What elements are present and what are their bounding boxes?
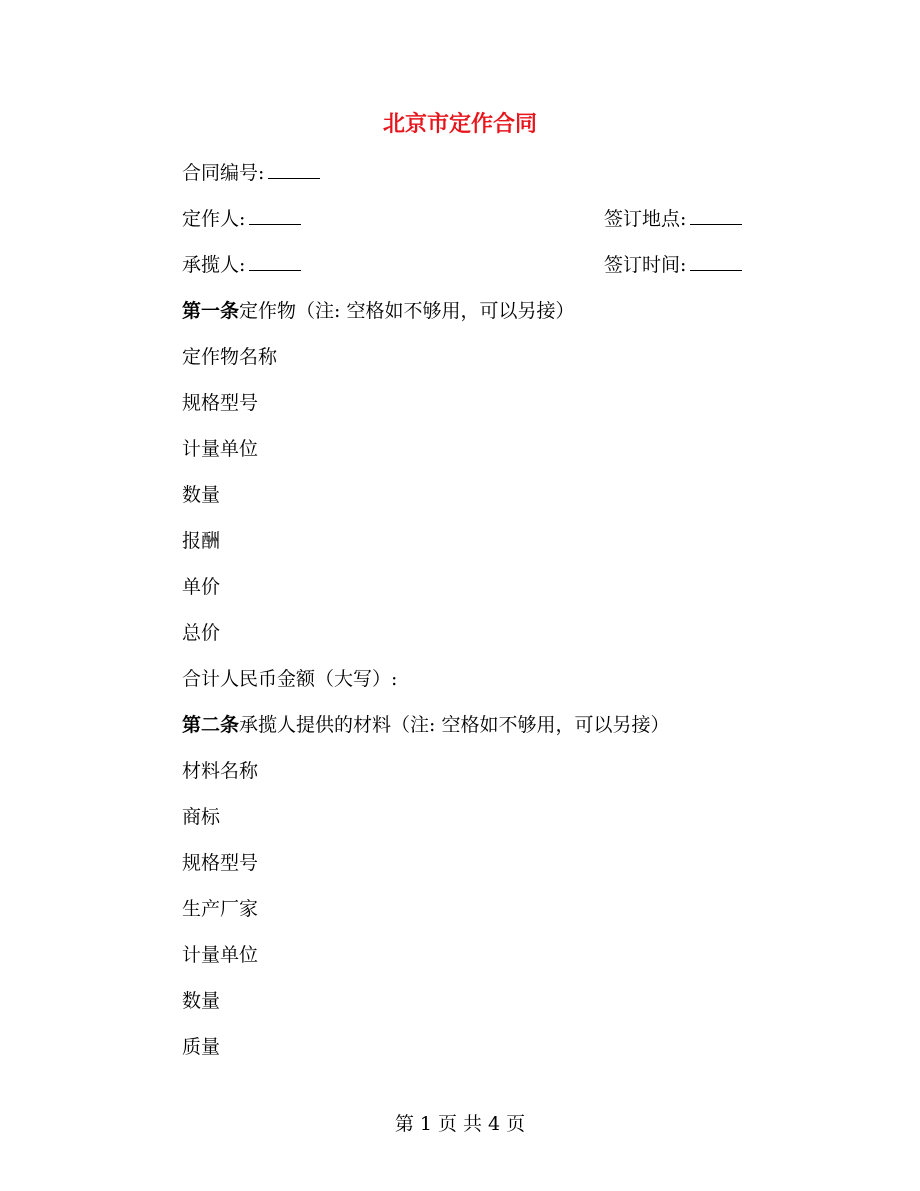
article-2-number: 第二条: [182, 714, 240, 736]
current-page-number: 1: [419, 1113, 432, 1135]
article-2-heading: [182, 711, 669, 739]
list-item: 定作物名称: [182, 346, 278, 368]
sign-place-label: 签订地点:: [604, 208, 687, 230]
orderer-line: [182, 205, 301, 233]
article-2-text: 承揽人提供的材料（注: 空格如不够用，可以另接）: [239, 714, 670, 736]
footer-mid: 页 共: [437, 1113, 483, 1135]
list-item: 规格型号: [182, 392, 259, 414]
list-item: 商标: [182, 806, 221, 828]
list-item: 总价: [182, 622, 221, 644]
list-item: 规格型号: [182, 852, 259, 874]
footer-suffix: 页: [506, 1113, 526, 1135]
list-item: 材料名称: [182, 760, 259, 782]
document-title: 北京市定作合同: [382, 111, 537, 137]
list-item: 计量单位: [182, 944, 259, 966]
list-item: 数量: [182, 484, 221, 506]
list-item: 单价: [182, 576, 221, 598]
list-item: 计量单位: [182, 438, 259, 460]
list-item: 报酬: [182, 530, 221, 552]
contract-number-label: 合同编号:: [182, 162, 265, 184]
contractor-line: [182, 251, 301, 279]
list-item: 合计人民币金额（大写）:: [182, 668, 398, 690]
contract-number-line: [182, 159, 320, 187]
list-item: 数量: [182, 990, 221, 1012]
sign-time-line: [604, 251, 742, 279]
sign-time-blank: [690, 252, 742, 271]
contract-number-blank: [268, 160, 320, 179]
article-1-heading: [182, 297, 574, 325]
total-pages-number: 4: [488, 1113, 501, 1135]
footer-prefix: 第: [394, 1113, 414, 1135]
sign-place-blank: [690, 206, 742, 225]
list-item: 生产厂家: [182, 898, 259, 920]
article-1-number: 第一条: [182, 300, 240, 322]
list-item: 质量: [182, 1036, 221, 1058]
sign-place-line: [604, 205, 742, 233]
page-footer: [0, 1110, 920, 1138]
orderer-label: 定作人:: [182, 208, 246, 230]
contractor-label: 承揽人:: [182, 254, 246, 276]
orderer-blank: [249, 206, 301, 225]
sign-time-label: 签订时间:: [604, 254, 687, 276]
article-1-text: 定作物（注: 空格如不够用，可以另接）: [239, 300, 575, 322]
contractor-blank: [249, 252, 301, 271]
